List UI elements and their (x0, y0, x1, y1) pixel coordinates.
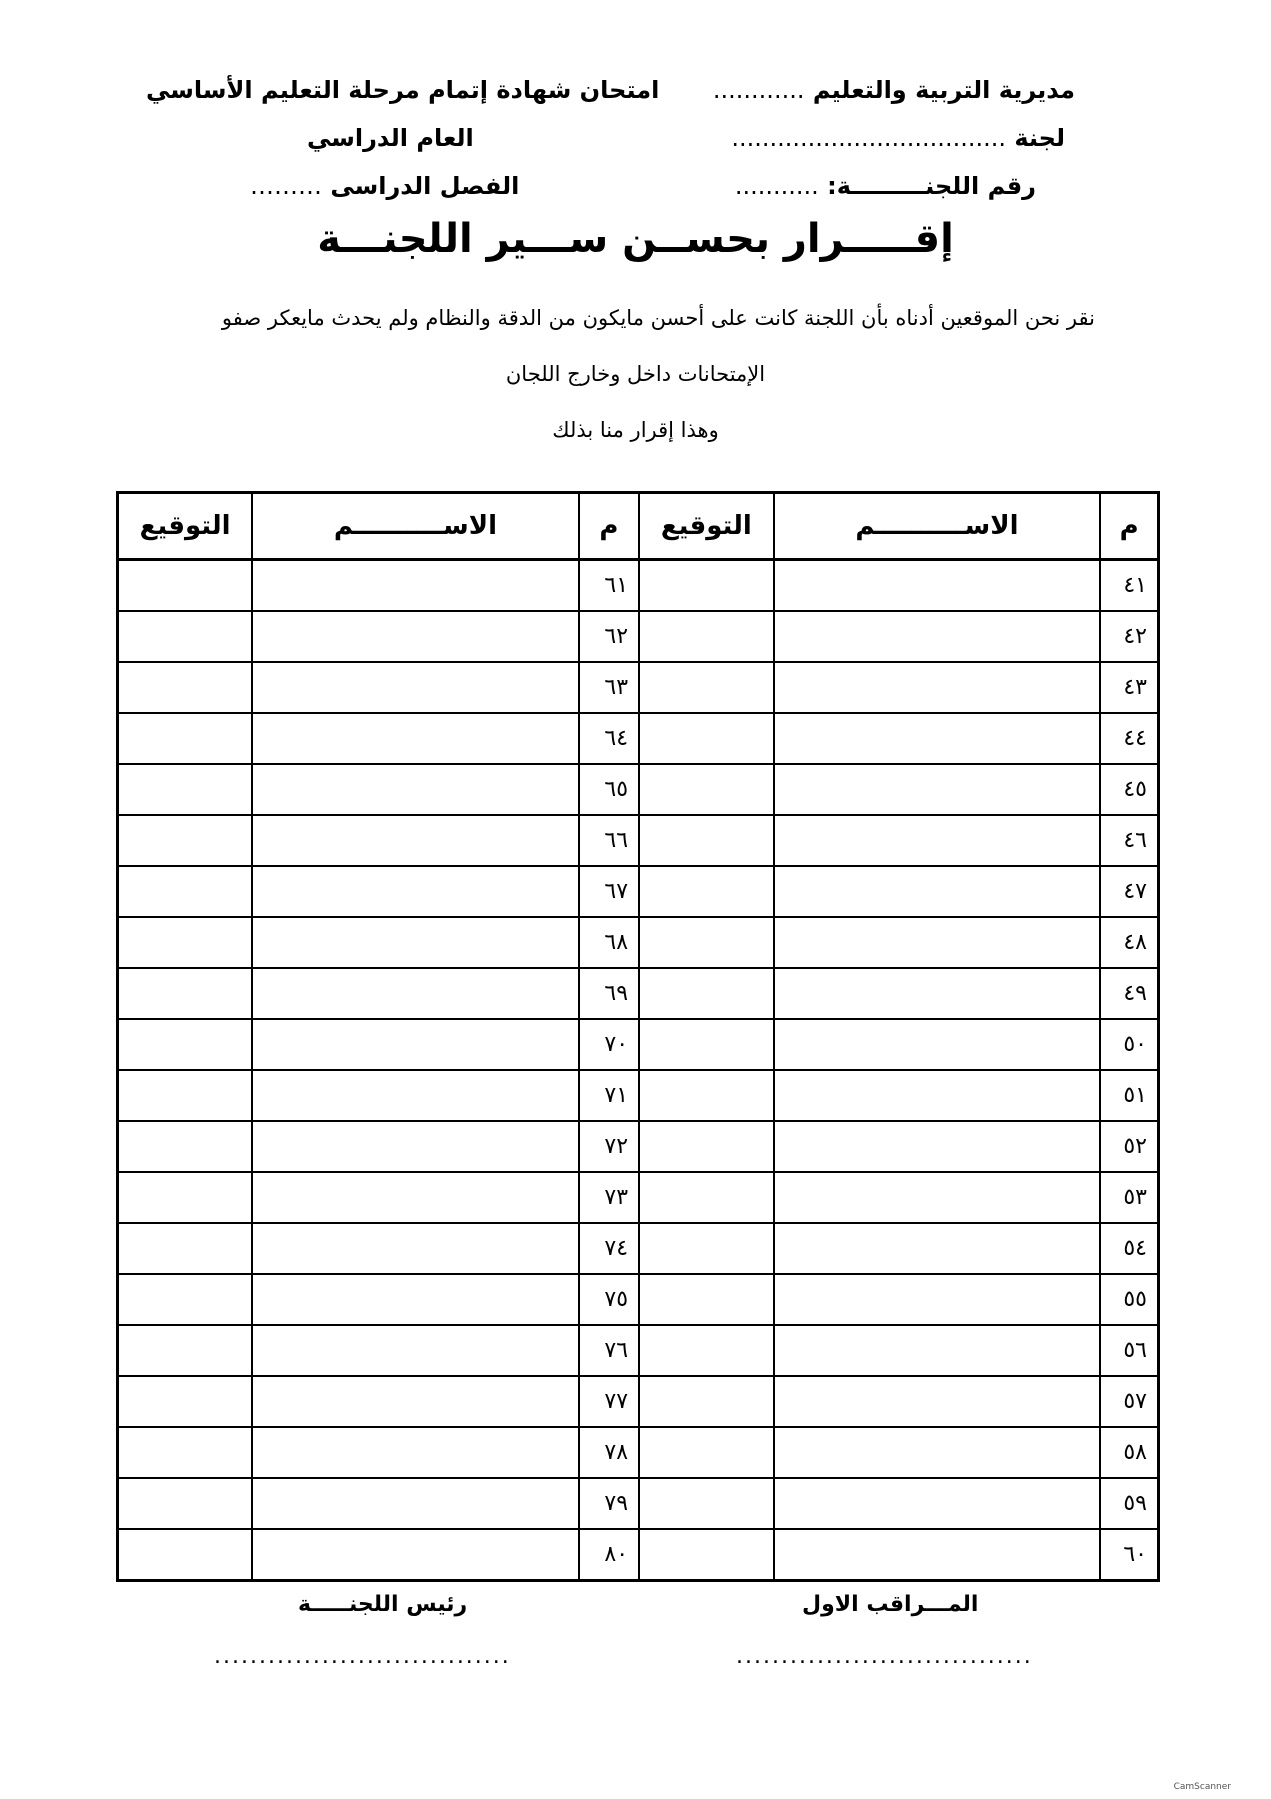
committee-head-label: رئيس اللجنـــــة (298, 1592, 468, 1617)
signature-cell-right (639, 815, 774, 866)
signature-cell-left (118, 1019, 253, 1070)
signature-cell-right (639, 1478, 774, 1529)
name-cell-right (774, 1223, 1101, 1274)
first-supervisor-label: المـــراقب الاول (802, 1592, 979, 1617)
name-cell-right (774, 1529, 1101, 1581)
row-number-left: ٨٠ (579, 1529, 639, 1581)
signature-cell-left (118, 611, 253, 662)
semester-label: الفصل الدراسى (330, 172, 520, 200)
table-row (118, 1427, 1159, 1478)
signature-cell-right (639, 1172, 774, 1223)
row-number-left: ٦٥ (579, 764, 639, 815)
signature-cell-right (639, 1223, 774, 1274)
row-number-left: ٦٨ (579, 917, 639, 968)
name-cell-left (252, 713, 579, 764)
header-num-left: م (579, 493, 639, 560)
row-number-left: ٦٩ (579, 968, 639, 1019)
signature-cell-left (118, 1070, 253, 1121)
row-number-right: ٥٤ (1100, 1223, 1158, 1274)
row-number-left: ٦٤ (579, 713, 639, 764)
committee-label: لجنة (1014, 124, 1065, 152)
header-num-right: م (1100, 493, 1158, 560)
signature-cell-right (639, 1529, 774, 1581)
row-number-right: ٤٢ (1100, 611, 1158, 662)
row-number-left: ٦٧ (579, 866, 639, 917)
signature-cell-right (639, 1121, 774, 1172)
declaration-line-3: وهذا إقرار منا بذلك (552, 418, 719, 442)
signature-cell-left (118, 713, 253, 764)
signature-cell-right (639, 1274, 774, 1325)
table-row (118, 764, 1159, 815)
signature-cell-right (639, 1325, 774, 1376)
name-cell-right (774, 1172, 1101, 1223)
name-cell-right (774, 815, 1101, 866)
signature-cell-right (639, 1376, 774, 1427)
signature-cell-left (118, 1325, 253, 1376)
signature-cell-left (118, 1529, 253, 1581)
header-signature-right: التوقيع (639, 493, 774, 560)
name-cell-left (252, 1325, 579, 1376)
table-row (118, 815, 1159, 866)
name-cell-left (252, 1427, 579, 1478)
name-cell-right (774, 1376, 1101, 1427)
directorate-label: مديرية التربية والتعليم (812, 76, 1075, 104)
table-row (118, 1070, 1159, 1121)
name-cell-right (774, 1325, 1101, 1376)
semester-dots: ……… (250, 172, 322, 200)
table-row (118, 917, 1159, 968)
signature-cell-left (118, 560, 253, 612)
table-row (118, 1376, 1159, 1427)
header-signature-left: التوقيع (118, 493, 253, 560)
row-number-right: ٤٤ (1100, 713, 1158, 764)
name-cell-right (774, 1019, 1101, 1070)
name-cell-left (252, 866, 579, 917)
signature-cell-right (639, 1070, 774, 1121)
name-cell-left (252, 1172, 579, 1223)
signature-cell-left (118, 1478, 253, 1529)
signature-cell-right (639, 866, 774, 917)
signature-cell-right (639, 560, 774, 612)
row-number-left: ٧٥ (579, 1274, 639, 1325)
committee-dots: .................................... (731, 124, 1006, 152)
committee-head-signature-line: ................................. (214, 1644, 511, 1669)
row-number-right: ٥٥ (1100, 1274, 1158, 1325)
table-row (118, 968, 1159, 1019)
signature-cell-left (118, 815, 253, 866)
scanner-watermark: CamScanner (1173, 1782, 1231, 1792)
name-cell-right (774, 1121, 1101, 1172)
name-cell-right (774, 560, 1101, 612)
name-cell-left (252, 1376, 579, 1427)
name-cell-right (774, 1070, 1101, 1121)
name-cell-left (252, 1529, 579, 1581)
name-cell-left (252, 611, 579, 662)
name-cell-left (252, 1019, 579, 1070)
name-cell-right (774, 1274, 1101, 1325)
committee-number-line (735, 172, 1036, 200)
signature-cell-right (639, 1427, 774, 1478)
row-number-left: ٧٨ (579, 1427, 639, 1478)
row-number-right: ٥٨ (1100, 1427, 1158, 1478)
table-row (118, 713, 1159, 764)
signature-cell-left (118, 1274, 253, 1325)
row-number-left: ٧٤ (579, 1223, 639, 1274)
academic-year-label: العام الدراسي (307, 124, 474, 152)
row-number-right: ٥٣ (1100, 1172, 1158, 1223)
signature-cell-left (118, 968, 253, 1019)
first-supervisor-signature-line: ................................. (736, 1644, 1033, 1669)
name-cell-left (252, 764, 579, 815)
table-row (118, 662, 1159, 713)
row-number-left: ٧٣ (579, 1172, 639, 1223)
table-row (118, 560, 1159, 612)
declaration-line-1: نقر نحن الموقعين أدناه بأن اللجنة كانت على أحسن مايكون من الدقة والنظام ولم يحدث مايعكر صفو (221, 306, 1095, 330)
row-number-left: ٧١ (579, 1070, 639, 1121)
row-number-left: ٧٧ (579, 1376, 639, 1427)
signature-cell-left (118, 1376, 253, 1427)
row-number-right: ٤٥ (1100, 764, 1158, 815)
header-name-right: الاســــــــــم (774, 493, 1101, 560)
row-number-right: ٥١ (1100, 1070, 1158, 1121)
committee-line (731, 124, 1065, 152)
name-cell-left (252, 560, 579, 612)
table-row (118, 1172, 1159, 1223)
header-name-left: الاســــــــــم (252, 493, 579, 560)
table-row (118, 1019, 1159, 1070)
signature-cell-left (118, 1427, 253, 1478)
name-cell-left (252, 1121, 579, 1172)
table-row (118, 1274, 1159, 1325)
row-number-right: ٤٦ (1100, 815, 1158, 866)
signature-cell-right (639, 1019, 774, 1070)
name-cell-right (774, 764, 1101, 815)
committee-number-dots: ........... (734, 172, 819, 200)
signature-cell-right (639, 968, 774, 1019)
name-cell-right (774, 1478, 1101, 1529)
table-row (118, 611, 1159, 662)
signature-cell-right (639, 611, 774, 662)
name-cell-left (252, 815, 579, 866)
committee-number-label: رقم اللجنـــــــــة: (827, 172, 1036, 200)
row-number-right: ٥٩ (1100, 1478, 1158, 1529)
row-number-right: ٥٧ (1100, 1376, 1158, 1427)
row-number-right: ٤٣ (1100, 662, 1158, 713)
signature-cell-right (639, 713, 774, 764)
name-cell-right (774, 713, 1101, 764)
name-cell-right (774, 1427, 1101, 1478)
name-cell-left (252, 917, 579, 968)
row-number-right: ٤٨ (1100, 917, 1158, 968)
row-number-left: ٦٢ (579, 611, 639, 662)
name-cell-right (774, 611, 1101, 662)
semester-line (250, 172, 519, 200)
row-number-right: ٦٠ (1100, 1529, 1158, 1581)
signature-cell-right (639, 662, 774, 713)
table-row (118, 1325, 1159, 1376)
declaration-line-2: الإمتحانات داخل وخارج اللجان (505, 362, 766, 386)
signature-cell-left (118, 662, 253, 713)
row-number-right: ٥٢ (1100, 1121, 1158, 1172)
signature-cell-left (118, 1172, 253, 1223)
name-cell-right (774, 866, 1101, 917)
row-number-left: ٧٦ (579, 1325, 639, 1376)
signature-cell-left (118, 1121, 253, 1172)
signature-cell-left (118, 1223, 253, 1274)
directorate-dots: ............ (712, 76, 805, 104)
table-row (118, 1121, 1159, 1172)
name-cell-left (252, 662, 579, 713)
table-row (118, 1478, 1159, 1529)
row-number-right: ٤١ (1100, 560, 1158, 612)
table-row (118, 1529, 1159, 1581)
row-number-left: ٦٣ (579, 662, 639, 713)
table-row (118, 1223, 1159, 1274)
table-row (118, 866, 1159, 917)
name-cell-left (252, 1223, 579, 1274)
exam-title: امتحان شهادة إتمام مرحلة التعليم الأساسي (146, 76, 660, 104)
name-cell-right (774, 968, 1101, 1019)
name-cell-left (252, 1274, 579, 1325)
row-number-right: ٥٦ (1100, 1325, 1158, 1376)
name-cell-right (774, 917, 1101, 968)
row-number-left: ٦١ (579, 560, 639, 612)
signature-table (116, 491, 1160, 1582)
row-number-right: ٤٧ (1100, 866, 1158, 917)
document-title: إقـــــرار بحســن ســـير اللجنـــة (317, 216, 954, 262)
row-number-right: ٥٠ (1100, 1019, 1158, 1070)
name-cell-left (252, 1478, 579, 1529)
signature-cell-right (639, 764, 774, 815)
row-number-left: ٦٦ (579, 815, 639, 866)
row-number-left: ٧٢ (579, 1121, 639, 1172)
signature-cell-left (118, 917, 253, 968)
row-number-left: ٧٩ (579, 1478, 639, 1529)
signature-cell-left (118, 866, 253, 917)
name-cell-left (252, 1070, 579, 1121)
table-header-row (118, 493, 1159, 560)
row-number-right: ٤٩ (1100, 968, 1158, 1019)
signature-cell-right (639, 917, 774, 968)
row-number-left: ٧٠ (579, 1019, 639, 1070)
directorate-line (713, 76, 1075, 104)
name-cell-right (774, 662, 1101, 713)
name-cell-left (252, 968, 579, 1019)
signature-cell-left (118, 764, 253, 815)
